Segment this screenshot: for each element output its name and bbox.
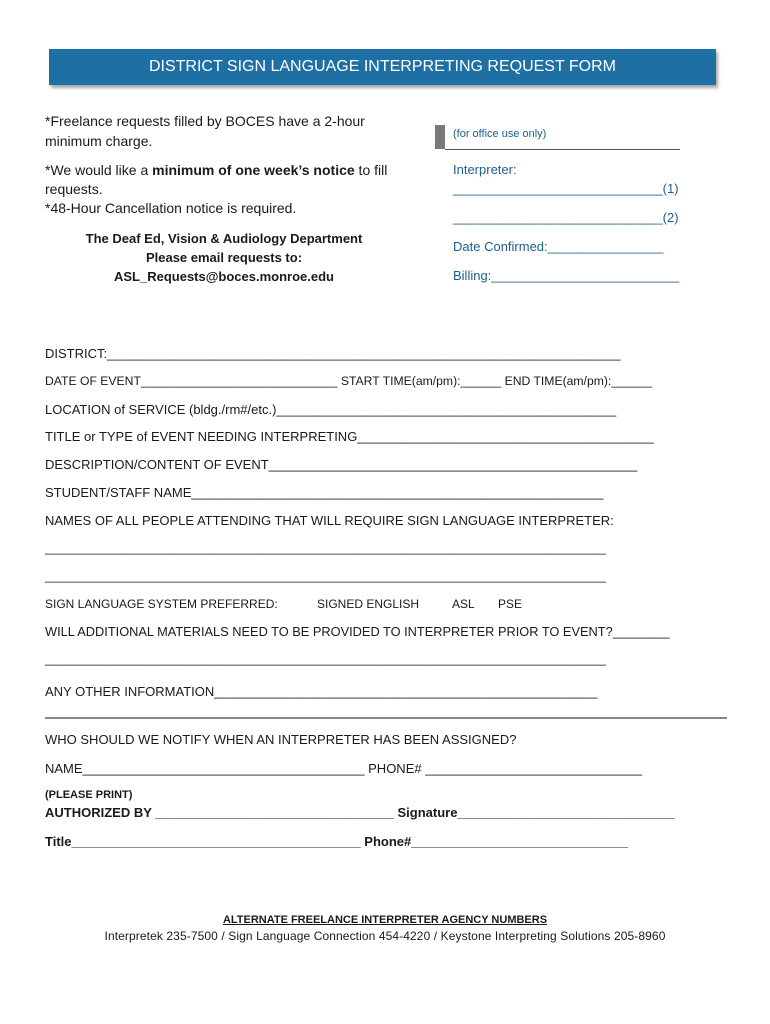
materials-line[interactable]: __________________________________________________________________________________ [45,652,606,666]
description-field[interactable]: DESCRIPTION/CONTENT OF EVENT___________________________________________________ [45,457,638,472]
interpreter-label: Interpreter: [453,162,517,177]
authorized-signature-field[interactable]: AUTHORIZED BY _________________________________ Signature______________________________ [45,805,675,820]
office-use-divider [445,149,680,150]
date-confirmed-field[interactable]: Date Confirmed:________________ [453,239,664,254]
sign-system-option-asl[interactable]: ASL [452,597,475,611]
attendees-line-1[interactable]: __________________________________________________________________________________ [45,541,606,555]
notify-name-phone-field[interactable]: NAME_______________________________________ PHONE# ______________________________ [45,761,643,776]
note-freelance-1: *Freelance requests filled by BOCES have a 2-hour [45,113,365,129]
request-email: ASL_Requests@boces.monroe.edu [113,269,334,284]
notify-question: WHO SHOULD WE NOTIFY WHEN AN INTERPRETER HAS BEEN ASSIGNED? [45,732,517,747]
interpreter-line-1[interactable]: _____________________________(1) [453,181,679,196]
date-time-field[interactable]: DATE OF EVENT_____________________________ START TIME(am/pm):______ END TIME(am/pm):______ [45,374,652,388]
please-print-note: (PLEASE PRINT) [45,789,133,801]
note-notice-bold: minimum of one week’s notice [152,162,355,178]
billing-field[interactable]: Billing:__________________________ [453,268,680,283]
form-title: DISTRICT SIGN LANGUAGE INTERPRETING REQUEST FORM [148,58,616,75]
district-field[interactable]: DISTRICT:_______________________________________________________________________ [45,346,621,361]
sign-system-label: SIGN LANGUAGE SYSTEM PREFERRED: [45,597,278,611]
sign-system-option-pse[interactable]: PSE [498,597,523,611]
agency-numbers-title: ALTERNATE FREELANCE INTERPRETER AGENCY NUMBERS [222,914,548,926]
office-use-label: (for office use only) [453,128,547,140]
sign-system-option-signed-english[interactable]: SIGNED ENGLISH [317,597,420,611]
event-title-field[interactable]: TITLE or TYPE of EVENT NEEDING INTERPRETING_________________________________________ [45,429,654,444]
office-use-marker [435,125,445,149]
note-freelance-2: minimum charge. [45,133,153,149]
section-divider [45,717,727,719]
agency-numbers-list: Interpretek 235-7500 / Sign Language Connection 454-4220 / Keystone Interpreting Solutions 205-8960 [104,929,666,943]
other-info-field[interactable]: ANY OTHER INFORMATION_____________________________________________________ [45,684,598,699]
title-phone-field[interactable]: Title________________________________________ Phone#______________________________ [45,834,629,849]
student-staff-field[interactable]: STUDENT/STAFF NAME_________________________________________________________ [45,485,604,500]
location-field[interactable]: LOCATION of SERVICE (bldg./rm#/etc.)_______________________________________________ [45,402,617,417]
email-instruction: Please email requests to: [145,250,303,265]
materials-field[interactable]: WILL ADDITIONAL MATERIALS NEED TO BE PROVIDED TO INTERPRETER PRIOR TO EVENT?________ [45,624,670,639]
note-notice-2: requests. [45,181,103,197]
note-notice [45,160,387,180]
note-notice-post: to fill [354,162,388,178]
note-notice-pre: *We would like a [45,162,153,178]
interpreter-line-2[interactable]: _____________________________(2) [453,210,679,225]
attendees-label: NAMES OF ALL PEOPLE ATTENDING THAT WILL REQUIRE SIGN LANGUAGE INTERPRETER: [45,513,614,528]
form-title-banner [49,49,716,85]
attendees-line-2[interactable]: __________________________________________________________________________________ [45,569,606,583]
department-name: The Deaf Ed, Vision & Audiology Department [85,231,363,246]
note-cancel: *48-Hour Cancellation notice is required. [45,200,297,216]
